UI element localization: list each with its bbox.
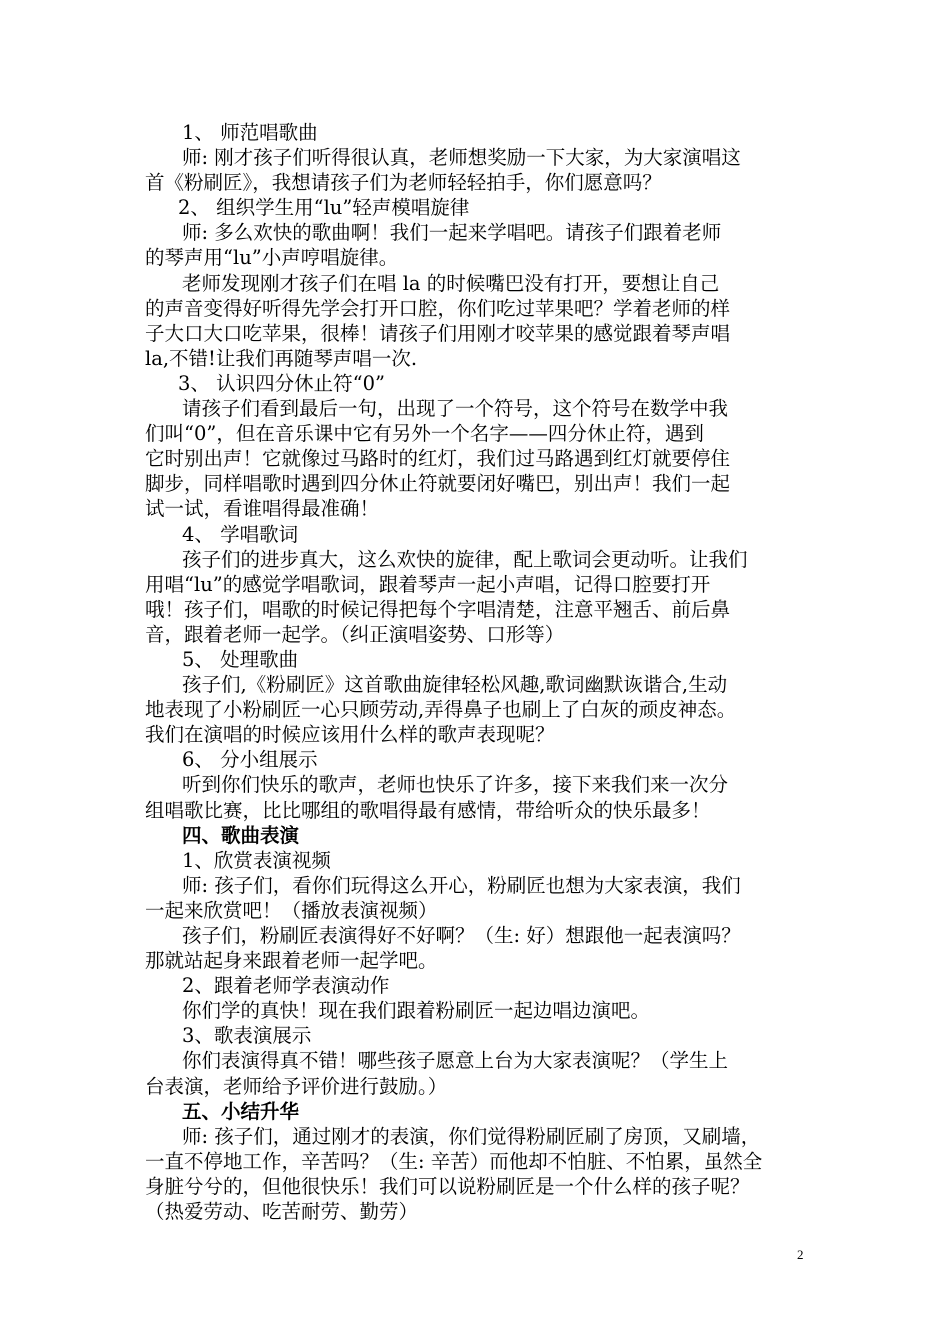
text-line: 5、 处理歌曲	[182, 647, 299, 671]
text-line: 台表演，老师给予评价进行鼓励。）	[145, 1074, 448, 1098]
text-line: 哦！孩子们，唱歌的时候记得把每个字唱清楚，注意平翘舌、前后鼻	[145, 597, 731, 621]
text-line: 我们在演唱的时候应该用什么样的歌声表现呢？	[145, 723, 555, 747]
text-line: 它时别出声！它就像过马路时的红灯，我们过马路遇到红灯就要停住	[145, 447, 731, 471]
text-line: 3、歌表演展示	[182, 1024, 312, 1048]
page-number: 2	[797, 1247, 804, 1262]
text-line: 师: 孩子们，通过刚才的表演，你们觉得粉刷匠刷了房顶，又刷墙，	[182, 1124, 761, 1148]
text-line: 身脏兮兮的，但他很快乐！我们可以说粉刷匠是一个什么样的孩子呢？	[145, 1174, 750, 1198]
text-line: 1、欣赏表演视频	[182, 848, 331, 872]
text-line: 听到你们快乐的歌声，老师也快乐了许多，接下来我们来一次分	[182, 773, 729, 797]
text-line: 组唱歌比赛，比比哪组的歌唱得最有感情，带给听众的快乐最多！	[145, 798, 711, 822]
text-line: 用唱“lu”的感觉学唱歌词，跟着琴声一起小声唱，记得口腔要打开	[145, 572, 711, 596]
text-line: 6、 分小组展示	[182, 748, 318, 772]
text-line: 地表现了小粉刷匠一心只顾劳动,弄得鼻子也刷上了白灰的顽皮神态。	[145, 698, 737, 722]
text-line: 的声音变得好听得先学会打开口腔，你们吃过苹果吧？学着老师的样	[145, 296, 731, 320]
text-line: 2、跟着老师学表演动作	[182, 974, 390, 998]
text-line: 孩子们，粉刷匠表演得好不好啊？（生: 好）想跟他一起表演吗？	[182, 924, 741, 947]
text-line: 脚步，同样唱歌时遇到四分休止符就要闭好嘴巴，别出声！我们一起	[145, 472, 731, 496]
text-line: 首《粉刷匠》，我想请孩子们为老师轻轻拍手，你们愿意吗？	[145, 171, 662, 195]
text-line: 请孩子们看到最后一句，出现了一个符号，这个符号在数学中我	[182, 397, 729, 421]
text-line: 音，跟着老师一起学。（纠正演唱姿势、口形等）	[145, 622, 565, 646]
text-line: 师: 多么欢快的歌曲啊！我们一起来学唱吧。请孩子们跟着老师	[182, 221, 722, 245]
text-line: 你们表演得真不错！哪些孩子愿意上台为大家表演呢？（学生上	[182, 1049, 729, 1073]
text-line: 一直不停地工作，辛苦吗？（生: 辛苦）而他却不怕脏、不怕累，虽然全	[145, 1149, 763, 1173]
text-line: 3、 认识四分休止符“0”	[178, 371, 385, 395]
text-line: 1、 师范唱歌曲	[182, 121, 318, 144]
text-line: la,不错!让我们再随琴声唱一次.	[145, 346, 418, 370]
text-line: 孩子们的进步真大，这么欢快的旋律，配上歌词会更动听。让我们	[182, 547, 748, 571]
text-line: 试一试，看谁唱得最准确！	[145, 497, 380, 521]
text-line: 子大口大口吃苹果，很棒！请孩子们用刚才咬苹果的感觉跟着琴声唱	[145, 321, 731, 345]
text-line: （热爱劳动、吃苦耐劳、勤劳）	[145, 1200, 419, 1224]
text-line: 老师发现刚才孩子们在唱 la 的时候嘴巴没有打开，要想让自己	[182, 271, 720, 295]
section-heading: 四、歌曲表演	[182, 823, 300, 847]
text-line: 孩子们,《粉刷匠》这首歌曲旋律轻松风趣,歌词幽默诙谐合,生动	[182, 673, 728, 697]
text-line: 师: 孩子们，看你们玩得这么开心，粉刷匠也想为大家表演，我们	[182, 873, 741, 897]
document-body	[145, 120, 805, 1224]
text-line: 4、 学唱歌词	[182, 522, 299, 546]
section-heading: 五、小结升华	[182, 1099, 300, 1123]
text-line: 们叫“0”，但在音乐课中它有另外一个名字——四分休止符，遇到	[145, 422, 704, 446]
text-line: 的琴声用“lu”小声哼唱旋律。	[145, 246, 399, 270]
text-line: 师: 刚才孩子们听得很认真，老师想奖励一下大家，为大家演唱这	[182, 146, 741, 170]
text-line: 那就站起身来跟着老师一起学吧。	[145, 949, 438, 973]
text-line: 一起来欣赏吧！（播放表演视频）	[145, 898, 438, 922]
text-line: 你们学的真快！现在我们跟着粉刷匠一起边唱边演吧。	[182, 999, 651, 1023]
text-line: 2、 组织学生用“lu”轻声模唱旋律	[178, 196, 470, 220]
